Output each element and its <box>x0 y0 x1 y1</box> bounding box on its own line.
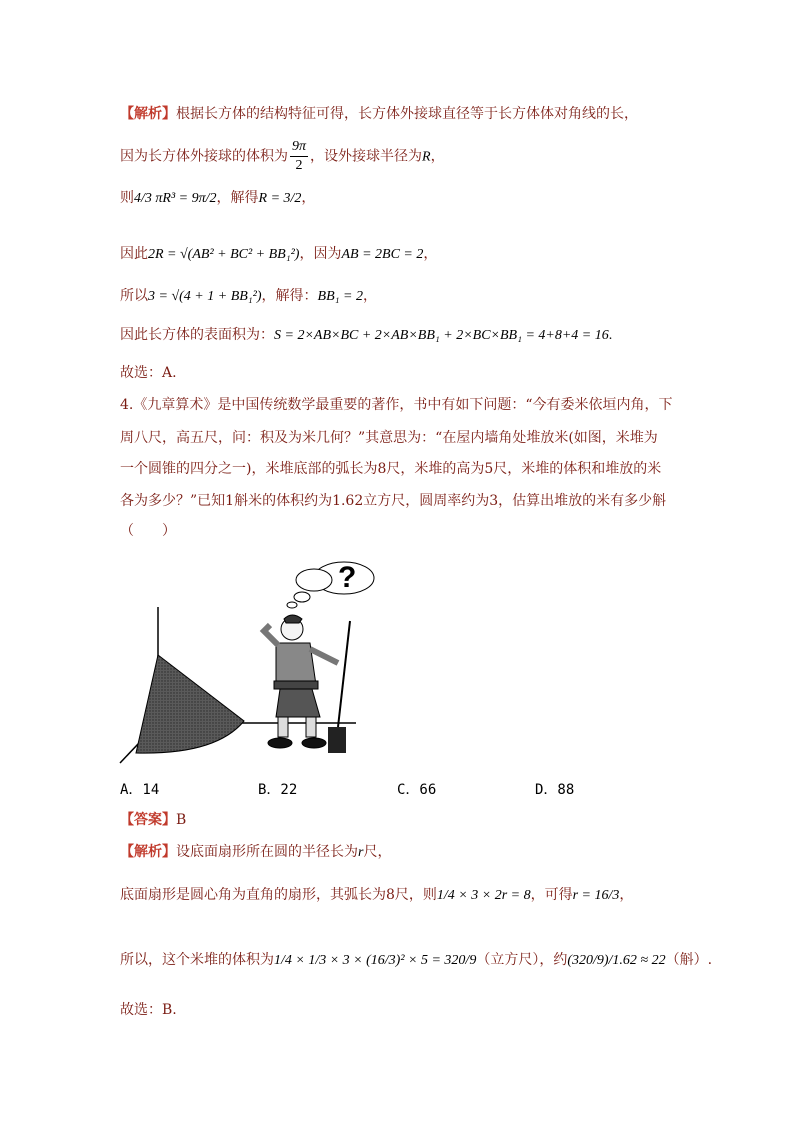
text: 则 <box>120 190 134 206</box>
analysis4-line1 <box>120 842 391 863</box>
analysis1-line5 <box>120 286 377 307</box>
analysis-tag: 【解析】 <box>120 106 176 122</box>
formula: R = 3/2 <box>258 191 302 206</box>
answer4-line <box>120 810 186 830</box>
analysis4-answer: 故选：B. <box>120 1002 177 1018</box>
formula: (320/9)/1.62 ≈ 22 <box>567 953 666 968</box>
text: ，可得 <box>530 887 573 903</box>
rice-pile-figure <box>116 545 376 767</box>
text: 设底面扇形所在圆的半径长为 <box>176 844 358 860</box>
formula: AB = 2BC = 2 <box>341 247 424 262</box>
analysis1-line6 <box>120 325 612 346</box>
text: 因此 <box>120 246 148 262</box>
fraction <box>290 138 308 175</box>
formula: S = 2×AB×BC + 2×AB×BB₁ + 2×BC×BB₁ = 4+8+4 = 16 <box>274 328 609 343</box>
answer-value: B <box>176 812 187 828</box>
text: 所以 <box>120 288 148 304</box>
rice-pile-illustration <box>116 545 376 767</box>
rice-pile-cone <box>136 655 244 753</box>
text: 因此长方体的表面积为： <box>120 327 274 343</box>
formula: 2R = √(AB² + BC² + BB₁²) <box>148 247 300 262</box>
person-figure <box>264 615 338 748</box>
text: 因为长方体外接球的体积为 <box>120 148 288 165</box>
text: ，解得 <box>216 190 259 206</box>
choice-c: C．66 <box>397 782 437 798</box>
question4-line2: 周八尺，高五尺，问：积及为米几何？”其意思为：“在屋内墙角处堆放米(如图，米堆为 <box>120 430 658 446</box>
question4-line4: 各为多少？”已知1斛米的体积约为1.62立方尺，圆周率约为3，估算出堆放的米有多少斛 <box>120 493 667 509</box>
text: 所以，这个米堆的体积为 <box>120 952 274 968</box>
choice-b: B．22 <box>258 782 298 798</box>
frac-num: 9π <box>290 138 308 157</box>
text: ， <box>301 190 316 206</box>
analysis1-line3 <box>120 188 315 209</box>
analysis1-answer: 故选：A. <box>120 365 177 381</box>
question4-line3: 一个圆锥的四分之一)，米堆底部的弧长为8尺，米堆的高为5尺，米堆的体积和堆放的米 <box>120 461 662 477</box>
var-r: r <box>358 845 364 860</box>
text: . <box>608 328 613 343</box>
formula: 1/4 × 1/3 × 3 × (16/3)² × 5 = 320/9 <box>274 953 477 968</box>
answer-tag: 【答案】 <box>120 812 176 828</box>
text: 尺， <box>363 844 392 860</box>
text: （立方尺），约 <box>476 952 568 968</box>
analysis-tag: 【解析】 <box>120 844 176 860</box>
text: ， <box>619 887 634 903</box>
shovel-blade <box>328 727 346 753</box>
text: ， <box>430 148 445 165</box>
text: ，因为 <box>299 246 342 262</box>
choice-a: A．14 <box>120 782 160 798</box>
frac-den: 2 <box>295 158 303 173</box>
formula: 4/3 πR³ = 9π/2 <box>134 191 217 206</box>
text: ， <box>362 288 377 304</box>
formula: BB₁ = 2 <box>317 289 363 304</box>
question-mark-icon: ? <box>338 561 357 594</box>
text: ， <box>423 246 438 262</box>
question4-line5: （ ） <box>120 523 176 539</box>
analysis1-line4 <box>120 244 437 265</box>
text: 底面扇形是圆心角为直角的扇形，其弧长为8尺，则 <box>120 887 437 903</box>
analysis4-line2 <box>120 885 633 906</box>
formula: 1/4 × 3 × 2r = 8 <box>436 888 531 903</box>
text: （斛）. <box>665 952 713 968</box>
formula: r = 16/3 <box>572 888 620 903</box>
question4-line1: 4.《九章算术》是中国传统数学最重要的著作，书中有如下问题：“今有委米依垣内角，下 <box>120 397 673 413</box>
text: ，设外接球半径为 <box>310 148 423 165</box>
choice-d: D．88 <box>535 782 575 798</box>
analysis4-line3 <box>120 950 712 971</box>
analysis1-line1 <box>120 104 638 124</box>
analysis1-line2 <box>120 138 445 175</box>
formula: 3 = √(4 + 1 + BB₁²) <box>148 289 262 304</box>
text: ，解得： <box>261 288 318 304</box>
analysis1-text: 根据长方体的结构特征可得，长方体外接球直径等于长方体体对角线的长， <box>176 106 638 122</box>
shovel-handle <box>338 621 350 727</box>
var-R: R <box>422 149 431 165</box>
